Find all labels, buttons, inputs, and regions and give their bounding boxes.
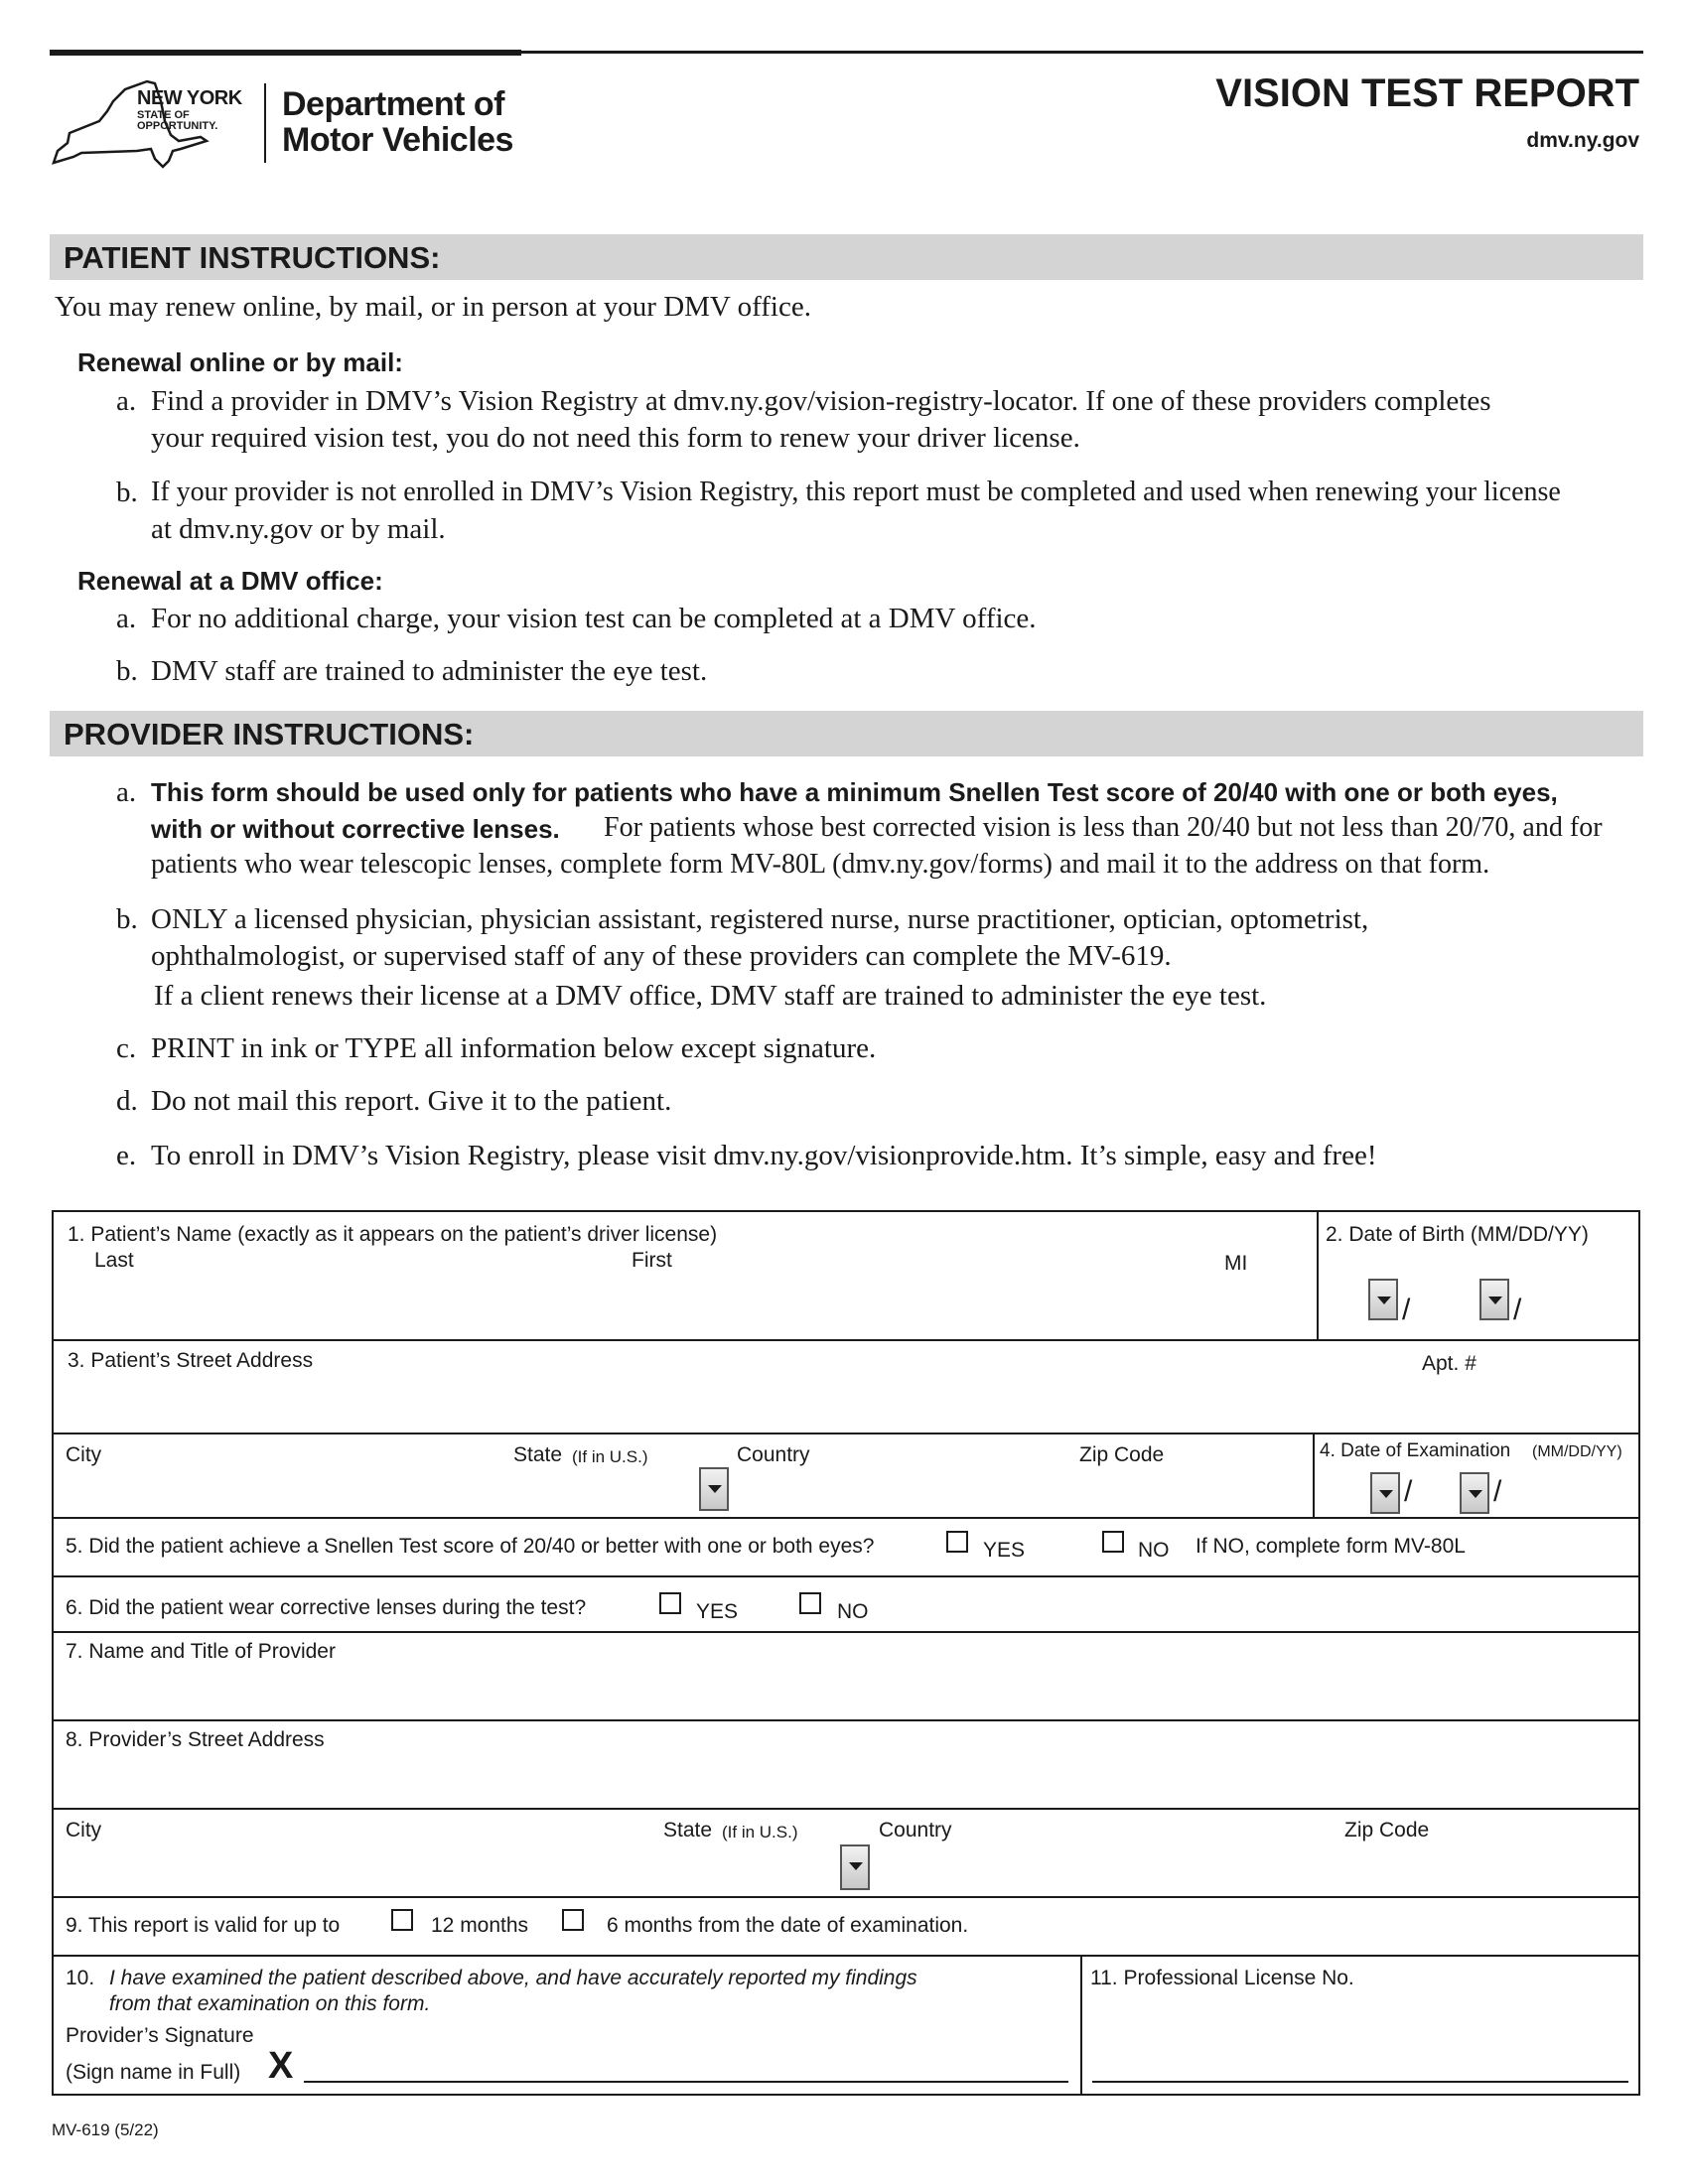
attestation-number: 10. bbox=[66, 1967, 95, 1989]
online-a-line1: Find a provider in DMV’s Vision Registry at dmv.ny.gov/vision-registry-locator. If one of these providers completes bbox=[151, 385, 1491, 417]
dob-day-dropdown[interactable] bbox=[1479, 1279, 1509, 1320]
validity-12-months-checkbox[interactable] bbox=[391, 1909, 413, 1931]
prov-b-line1: ONLY a licensed physician, physician assistant, registered nurse, nurse practitioner, optician, optometrist, bbox=[151, 903, 1369, 935]
exam-month-dropdown[interactable] bbox=[1370, 1472, 1400, 1514]
zip-label: Zip Code bbox=[1079, 1443, 1165, 1466]
validity-label: 9. This report is valid for up to bbox=[66, 1914, 341, 1937]
provider-name-field[interactable] bbox=[60, 1668, 1628, 1715]
lenses-no-label: NO bbox=[837, 1600, 869, 1623]
snellen-no-note: If NO, complete form MV-80L bbox=[1196, 1535, 1466, 1558]
patient-zip-field[interactable] bbox=[1079, 1467, 1298, 1513]
online-a-line2: your required vision test, you do not need this form to renew your driver license. bbox=[151, 422, 1080, 454]
form-id: MV-619 (5/22) bbox=[52, 2120, 159, 2139]
provider-country-field[interactable] bbox=[879, 1844, 1316, 1892]
state-tagline-1: STATE OF bbox=[137, 109, 190, 121]
row-divider bbox=[52, 1339, 1640, 1341]
provider-address-label: 8. Provider’s Street Address bbox=[66, 1728, 325, 1751]
prov-d-marker: d. bbox=[116, 1085, 138, 1117]
prov-c: PRINT in ink or TYPE all information below except signature. bbox=[151, 1032, 877, 1064]
patient-country-field[interactable] bbox=[737, 1467, 1064, 1513]
row-divider bbox=[52, 1955, 1640, 1957]
corrective-lenses-question: 6. Did the patient wear corrective lenses during the test? bbox=[66, 1596, 587, 1619]
prov-b-marker: b. bbox=[116, 903, 138, 935]
exam-date-label: 4. Date of Examination bbox=[1320, 1440, 1511, 1461]
exam-slash: / bbox=[1493, 1475, 1502, 1508]
signature-label-2: (Sign name in Full) bbox=[66, 2061, 241, 2084]
renewal-office-heading: Renewal at a DMV office: bbox=[77, 566, 383, 596]
street-address-field[interactable] bbox=[60, 1378, 1390, 1430]
state-note: (If in U.S.) bbox=[572, 1447, 648, 1466]
logo-divider bbox=[264, 83, 266, 163]
patient-instructions-bar bbox=[50, 234, 1643, 280]
row-divider bbox=[52, 1575, 1640, 1577]
provider-city-field[interactable] bbox=[60, 1844, 655, 1892]
country-label: Country bbox=[737, 1443, 810, 1466]
col-divider bbox=[1313, 1433, 1315, 1518]
renewal-online-heading: Renewal online or by mail: bbox=[77, 347, 403, 377]
prov-b-line3: If a client renews their license at a DMV office, DMV staff are trained to administer the eye test. bbox=[154, 980, 1267, 1012]
apt-field[interactable] bbox=[1410, 1380, 1628, 1430]
row-divider bbox=[52, 1719, 1640, 1721]
provider-name-label: 7. Name and Title of Provider bbox=[66, 1640, 336, 1663]
validity-6-months-label: 6 months from the date of examination. bbox=[607, 1914, 969, 1937]
provider-state-dropdown[interactable] bbox=[840, 1844, 870, 1890]
snellen-no-label: NO bbox=[1138, 1539, 1170, 1562]
patient-intro: You may renew online, by mail, or in person at your DMV office. bbox=[55, 291, 811, 323]
first-name-label: First bbox=[632, 1249, 672, 1272]
col-divider bbox=[1317, 1210, 1319, 1340]
last-name-label: Last bbox=[94, 1249, 134, 1272]
state-name: NEW YORK bbox=[137, 87, 242, 109]
city-label: City bbox=[66, 1443, 102, 1466]
provider-city-label: City bbox=[66, 1819, 102, 1842]
exam-date-note: (MM/DD/YY) bbox=[1532, 1443, 1622, 1460]
lenses-yes-label: YES bbox=[696, 1600, 739, 1623]
license-number-label: 11. Professional License No. bbox=[1090, 1967, 1354, 1989]
state-tagline-2: OPPORTUNITY. bbox=[137, 120, 218, 132]
signature-field[interactable] bbox=[304, 2045, 1068, 2079]
header-rule-thin bbox=[521, 51, 1643, 54]
page-title: VISION TEST REPORT bbox=[1215, 71, 1639, 115]
patient-instructions-heading: PATIENT INSTRUCTIONS: bbox=[64, 240, 441, 275]
row-divider bbox=[52, 1896, 1640, 1898]
lenses-no-checkbox[interactable] bbox=[799, 1592, 821, 1614]
office-a: For no additional charge, your vision test can be completed at a DMV office. bbox=[151, 603, 1037, 634]
patient-name-label: 1. Patient’s Name (exactly as it appears on the patient’s driver license) bbox=[68, 1223, 718, 1246]
dob-slash: / bbox=[1513, 1294, 1522, 1326]
prov-e-marker: e. bbox=[116, 1140, 137, 1171]
online-a-marker: a. bbox=[116, 385, 137, 417]
dob-label: 2. Date of Birth (MM/DD/YY) bbox=[1326, 1223, 1589, 1246]
exam-day-dropdown[interactable] bbox=[1460, 1472, 1489, 1514]
snellen-yes-label: YES bbox=[983, 1539, 1026, 1562]
snellen-yes-checkbox[interactable] bbox=[946, 1531, 968, 1553]
col-divider bbox=[1080, 1955, 1082, 2095]
nys-dmv-logo bbox=[52, 71, 528, 171]
patient-city-field[interactable] bbox=[60, 1467, 496, 1513]
dept-line-2: Motor Vehicles bbox=[282, 121, 513, 159]
office-a-marker: a. bbox=[116, 603, 137, 634]
provider-instructions-bar bbox=[50, 711, 1643, 756]
street-address-label: 3. Patient’s Street Address bbox=[68, 1349, 314, 1372]
snellen-no-checkbox[interactable] bbox=[1102, 1531, 1124, 1553]
office-b: DMV staff are trained to administer the eye test. bbox=[151, 655, 708, 687]
dob-slash: / bbox=[1402, 1294, 1411, 1326]
prov-a-marker: a. bbox=[116, 776, 137, 808]
state-label: State bbox=[513, 1443, 563, 1466]
online-b-line2: at dmv.ny.gov or by mail. bbox=[151, 513, 446, 545]
provider-country-label: Country bbox=[879, 1819, 952, 1842]
provider-address-field[interactable] bbox=[60, 1755, 1628, 1803]
prov-a-line2-rest: For patients whose best corrected vision is less than 20/40 but not less than 20/70, and for bbox=[604, 812, 1603, 843]
prov-a-bold-line2: with or without corrective lenses. bbox=[151, 814, 560, 844]
mi-field[interactable] bbox=[1219, 1276, 1309, 1333]
mi-label: MI bbox=[1224, 1252, 1248, 1275]
provider-state-note: (If in U.S.) bbox=[722, 1823, 798, 1842]
prov-d: Do not mail this report. Give it to the patient. bbox=[151, 1085, 672, 1117]
signature-line bbox=[304, 2081, 1068, 2083]
provider-instructions-heading: PROVIDER INSTRUCTIONS: bbox=[64, 717, 475, 751]
prov-b-line2: ophthalmologist, or supervised staff of any of these providers can complete the MV-619. bbox=[151, 940, 1172, 972]
prov-e: To enroll in DMV’s Vision Registry, please visit dmv.ny.gov/visionprovide.htm. It’s simple, easy and free! bbox=[151, 1140, 1377, 1171]
office-b-marker: b. bbox=[116, 655, 138, 687]
patient-state-dropdown[interactable] bbox=[699, 1467, 729, 1511]
signature-x-mark: X bbox=[268, 2045, 294, 2087]
validity-6-months-checkbox[interactable] bbox=[562, 1909, 584, 1931]
attestation-line1: I have examined the patient described above, and have accurately reported my findings bbox=[109, 1967, 917, 1989]
validity-12-months-label: 12 months bbox=[431, 1914, 529, 1937]
dept-line-1: Department of bbox=[282, 85, 504, 123]
row-divider bbox=[52, 1517, 1640, 1519]
website: dmv.ny.gov bbox=[1526, 129, 1639, 152]
lenses-yes-checkbox[interactable] bbox=[659, 1592, 681, 1614]
prov-a-line3: patients who wear telescopic lenses, complete form MV-80L (dmv.ny.gov/forms) and mail it to the address on that form. bbox=[151, 849, 1490, 880]
prov-c-marker: c. bbox=[116, 1032, 137, 1064]
apt-label: Apt. # bbox=[1422, 1352, 1477, 1375]
license-number-field[interactable] bbox=[1092, 1995, 1628, 2077]
exam-slash: / bbox=[1404, 1475, 1413, 1508]
online-b-line1: If your provider is not enrolled in DMV’s Vision Registry, this report must be completed and used when renewing your license bbox=[151, 477, 1561, 507]
attestation-line2: from that examination on this form. bbox=[109, 1992, 431, 2015]
provider-zip-label: Zip Code bbox=[1344, 1819, 1430, 1842]
prov-a-bold-line1: This form should be used only for patients who have a minimum Snellen Test score of 20/40 with one or both eyes, bbox=[151, 777, 1558, 807]
dob-month-dropdown[interactable] bbox=[1368, 1279, 1398, 1320]
row-divider bbox=[52, 1631, 1640, 1633]
row-divider bbox=[52, 1433, 1640, 1434]
snellen-question: 5. Did the patient achieve a Snellen Test score of 20/40 or better with one or both eyes? bbox=[66, 1535, 875, 1558]
provider-zip-field[interactable] bbox=[1344, 1844, 1622, 1892]
row-divider bbox=[52, 1808, 1640, 1810]
first-name-field[interactable] bbox=[626, 1276, 1201, 1333]
header-rule-thick bbox=[50, 50, 521, 56]
license-number-line bbox=[1092, 2081, 1628, 2083]
signature-label-1: Provider’s Signature bbox=[66, 2024, 254, 2047]
provider-state-label: State bbox=[663, 1819, 713, 1842]
online-b-marker: b. bbox=[116, 477, 138, 508]
